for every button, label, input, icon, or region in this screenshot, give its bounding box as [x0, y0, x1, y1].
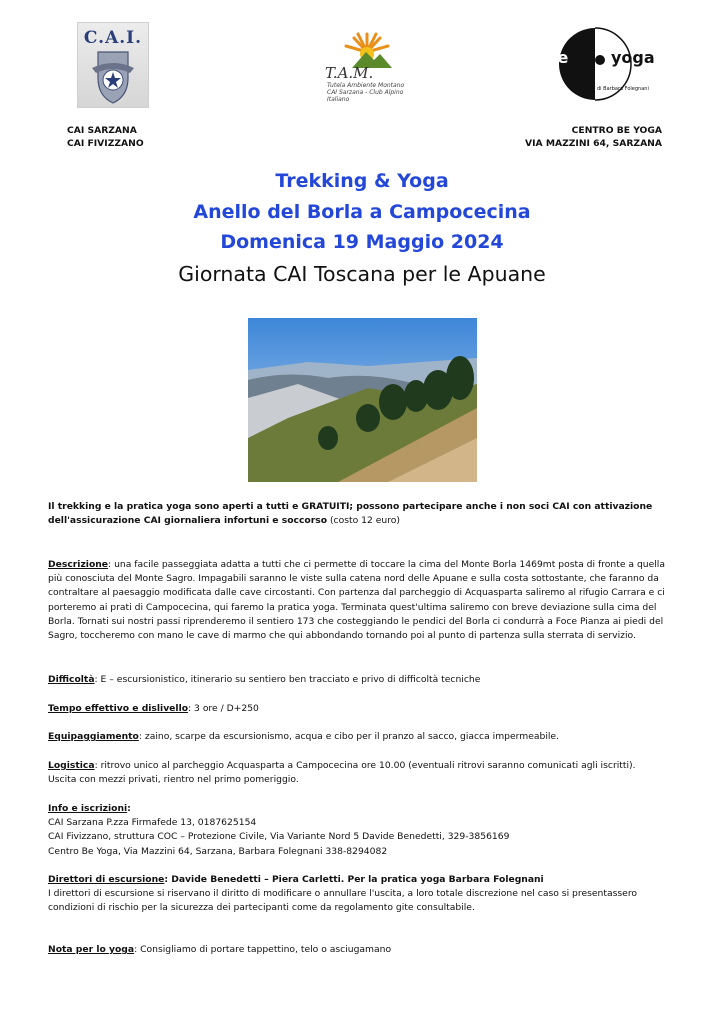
header-right	[525, 124, 662, 150]
intro-paragraph	[48, 500, 676, 528]
direttori-text: I direttori di escursione si riservano il diritto di modificare o annullare l'uscita, a loro totale discrezione nel caso si presentassero condizioni di rischio per la sicurezza dei partecipanti come da regolamento gite consultabile.	[48, 888, 638, 914]
direttori-section	[48, 873, 676, 916]
tam-sub-text: CAI Sarzana - Club Alpino Italiano	[327, 89, 404, 103]
logistica-section	[48, 759, 676, 787]
be-yoga-logo-credit: di Barbara Folegnani	[597, 86, 649, 92]
logistica-text: : ritrovo unico al parcheggio Acquasparta a Campocecina ore 10.00 (eventuali ritrovi saranno comunicati agli iscritti).	[94, 760, 636, 771]
difficolta-label: Difficoltà	[48, 674, 95, 685]
mountain-photo	[248, 318, 477, 482]
cai-logo-text: C.A.I.	[83, 28, 143, 48]
logistica-line-2: Uscita con mezzi privati, rientro nel primo pomeriggio.	[48, 774, 299, 786]
header-right-line-1: CENTRO BE YOGA	[571, 125, 662, 136]
info-suffix: :	[127, 803, 131, 814]
be-yoga-logo-yoga: yoga	[611, 48, 655, 67]
title-line-2: Anello del Borla a Campocecina	[193, 201, 531, 223]
tam-logo-subtitle	[327, 82, 415, 103]
info-label: Info e iscrizioni	[48, 803, 128, 814]
subtitle: Giornata CAI Toscana per le Apuane	[178, 262, 546, 286]
logistica-label: Logistica	[48, 760, 95, 771]
title-line-3: Domenica 19 Maggio 2024	[220, 231, 504, 253]
intro-bold: Il trekking e la pratica yoga sono aperti a tutti e GRATUITI; possono partecipare anche i non soci CAI con attivazione dell'assicurazione CAI giornaliera infortuni e soccorso	[48, 501, 653, 527]
direttori-label: Direttori di escursione	[48, 874, 165, 885]
nota-text: : Consigliamo di portare tappettino, telo o asciugamano	[134, 944, 392, 955]
descrizione-section	[48, 558, 676, 643]
title-line-1: Trekking & Yoga	[275, 170, 449, 192]
header-left	[67, 124, 144, 150]
be-yoga-logo-be: be	[546, 48, 569, 67]
tempo-text: : 3 ore / D+250	[188, 703, 259, 714]
tam-tagline: Tutela Ambiente Montano	[327, 82, 405, 89]
descrizione-text: : una facile passeggiata adatta a tutti che ci permette di toccare la cima del Monte Borla 1469mt posta di fronte a quella più conosciuta del Monte Sagro. Impagabili saranno le viste sulla catena nord delle Apuane e sulla costa sottostante, che faranno da contraltare al paesaggio modificata dalle cave circostanti. Con partenza dal parcheggio di Acquasparta saliremo al rifugio Carrara e ci porteremo ai prati di Campocecina, qui faremo la pratica yoga. Terminata quest'ultima saliremo con breve deviazione sulla cima del Borla. Tornati sui nostri passi riprenderemo il sentiero 173 che costeggiando le pendici del Borla ci condurrà a Foce Pianza ai piedi del Sagro, toccheremo con mano le cave di marmo che qui abbondando tornando poi al punto di partenza sulla sterrata di servizio.	[48, 559, 665, 642]
tempo-section	[48, 702, 676, 716]
cai-emblem-icon	[88, 48, 138, 106]
equipaggiamento-text: : zaino, scarpe da escursionismo, acqua e cibo per il pranzo al sacco, giacca impermeabile.	[138, 731, 560, 742]
header-right-line-2: VIA MAZZINI 64, SARZANA	[525, 138, 662, 149]
header-left-line-1: CAI SARZANA	[67, 125, 137, 136]
nota-label: Nota per lo yoga	[48, 944, 135, 955]
direttori-bold-text: : Davide Benedetti – Piera Carletti. Per la pratica yoga Barbara Folegnani	[164, 874, 544, 885]
tam-logo	[322, 30, 412, 102]
equipaggiamento-label: Equipaggiamento	[48, 731, 139, 742]
descrizione-label: Descrizione	[48, 559, 109, 570]
tam-logo-title: T.A.M.	[325, 64, 374, 82]
info-line-3: Centro Be Yoga, Via Mazzini 64, Sarzana, Barbara Folegnani 338-8294082	[48, 845, 388, 857]
equipaggiamento-section	[48, 730, 676, 744]
cai-logo	[77, 22, 149, 108]
info-section	[48, 802, 676, 859]
tempo-label: Tempo effettivo e dislivello	[48, 703, 189, 714]
info-line-2: CAI Fivizzano, struttura COC – Protezione Civile, Via Variante Nord 5 Davide Benedetti, 329-3856169	[48, 831, 510, 843]
nota-section	[48, 943, 676, 957]
header-left-line-2: CAI FIVIZZANO	[67, 138, 144, 149]
difficolta-text: : E – escursionistico, itinerario su sentiero ben tracciato e privo di difficoltà tecniche	[94, 674, 481, 685]
be-yoga-logo	[534, 26, 656, 102]
difficolta-section	[48, 673, 676, 687]
intro-normal: (costo 12 euro)	[327, 515, 401, 527]
info-line-1: CAI Sarzana P.zza Firmafede 13, 0187625154	[48, 817, 257, 829]
